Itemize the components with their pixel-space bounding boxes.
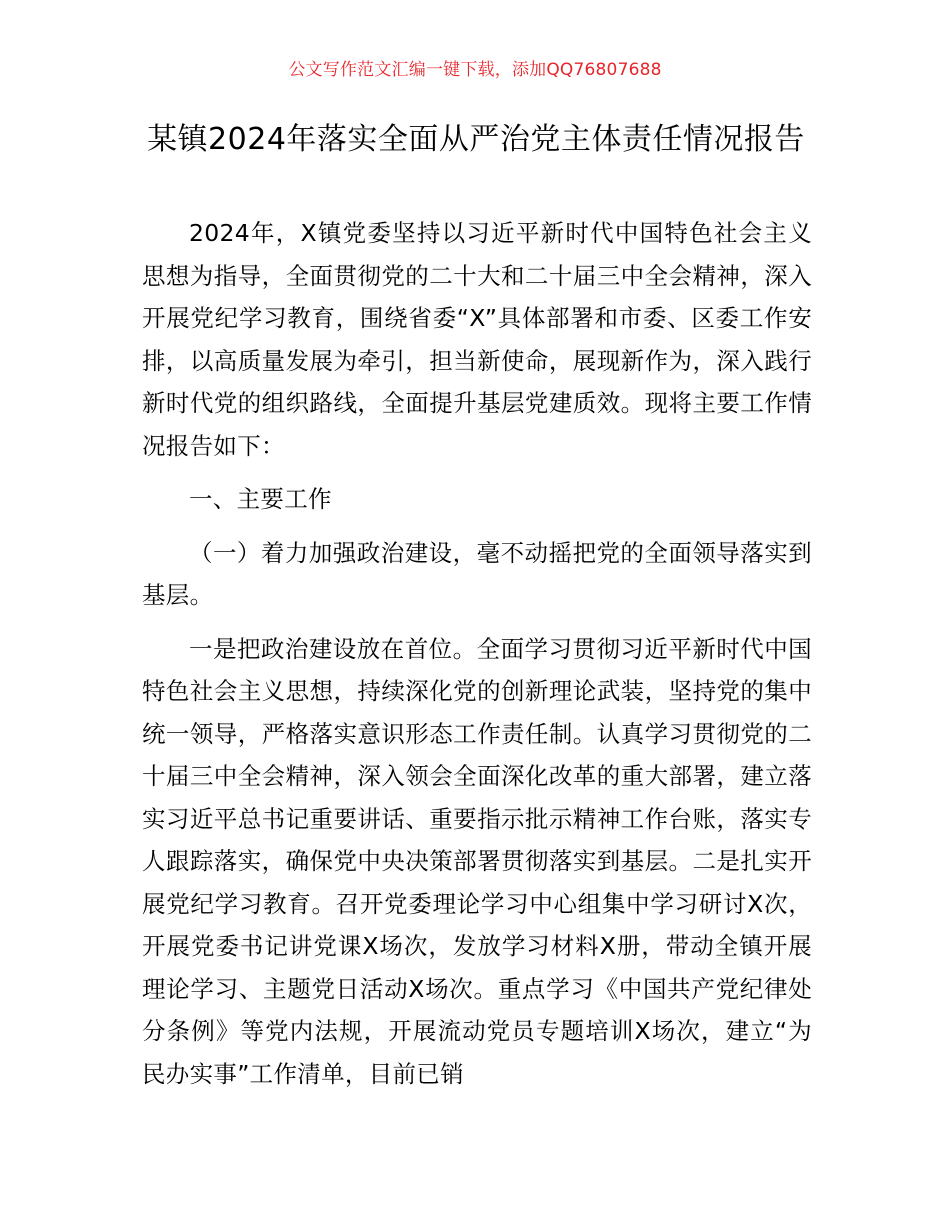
watermark-banner: 公文写作范文汇编一键下载，添加QQ76807688 — [288, 60, 662, 80]
document-title: 某镇2024年落实全面从严治党主体责任情况报告 — [147, 122, 805, 157]
subsection-heading: （一）着力加强政治建设，毫不动摇把党的全面领导落实到基层。 — [142, 538, 812, 609]
document-body — [142, 212, 812, 1095]
body-paragraph: 一是把政治建设放在首位。全面学习贯彻习近平新时代中国特色社会主义思想，持续深化党的创新理论武装，坚持党的集中统一领导，严格落实意识形态工作责任制。认真学习贯彻党的二十届三中全会精神，深入领会全面深化改革的重大部署，建立落实习近平总书记重要讲话、重要指示批示精神工作台账，落实专人跟踪落实，确保党中央决策部署贯彻落实到基层。二是扎实开展党纪学习教育。召开党委理论学习中心组集中学习研讨X次，开展党委书记讲党课X场次，发放学习材料X册，带动全镇开展理论学习、主题党日活动X场次。重点学习《中国共产党纪律处分条例》等党内法规，开展流动党员专题培训X场次，建立“为民办实事”工作清单，目前已销 — [142, 634, 812, 1088]
section-heading: 一、主要工作 — [189, 485, 332, 513]
intro-paragraph: 2024年，X镇党委坚持以习近平新时代中国特色社会主义思想为指导，全面贯彻党的二十大和二十届三中全会精神，深入开展党纪学习教育，围绕省委“X”具体部署和市委、区委工作安排，以高质量发展为牵引，担当新使命，展现新作为，深入践行新时代党的组织路线，全面提升基层党建质效。现将主要工作情况报告如下： — [142, 219, 812, 460]
